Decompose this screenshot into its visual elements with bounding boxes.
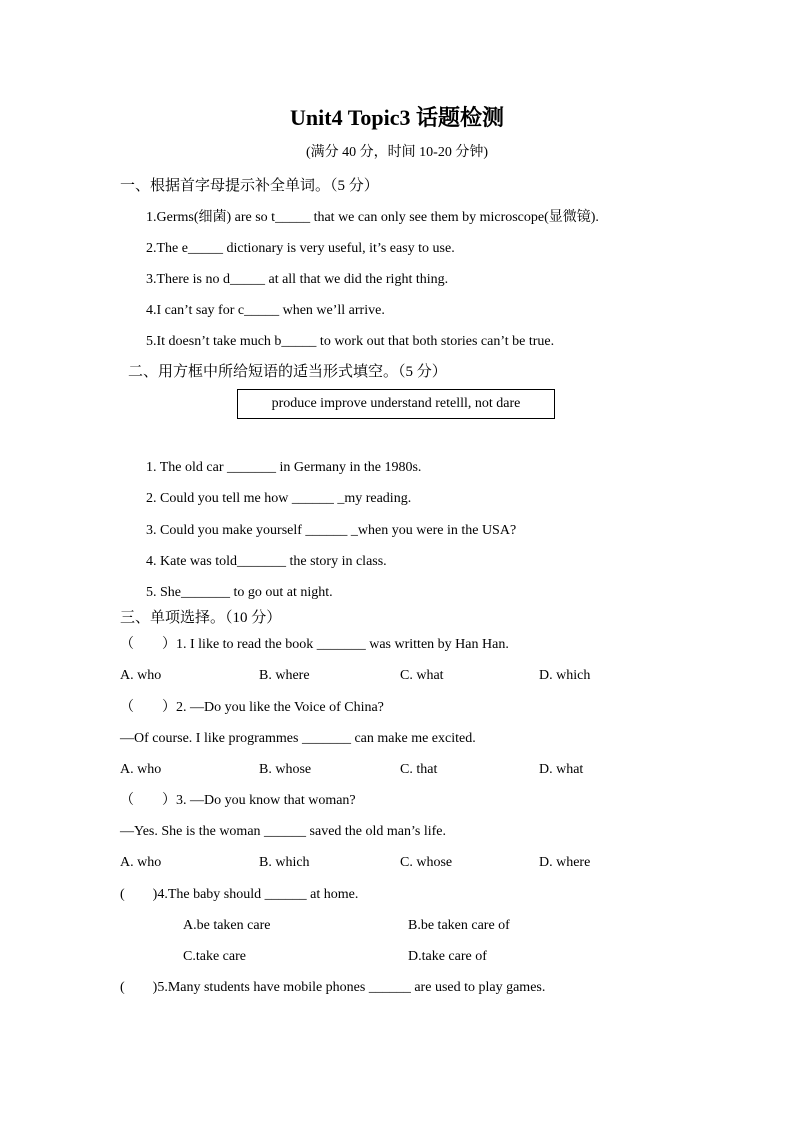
question-3-stem: （ ）3. —Do you know that woman?	[120, 793, 356, 808]
question-2-stem: （ ）2. —Do you like the Voice of China?	[120, 700, 384, 715]
option-c: C. whose	[400, 855, 453, 870]
section1-item: 2.The e_____ dictionary is very useful, it’s easy to use.	[146, 241, 455, 256]
section1-item: 3.There is no d_____ at all that we did the right thing.	[146, 272, 449, 287]
option-d: D. where	[539, 855, 591, 870]
option-d: D.take care of	[408, 949, 487, 964]
section2-item: 2. Could you tell me how ______ _my reading.	[146, 491, 412, 506]
question-1-stem: （ ）1. I like to read the book _______ was written by Han Han.	[120, 637, 509, 652]
section2-item: 5. She_______ to go out at night.	[146, 585, 333, 600]
page-subtitle: (满分 40 分，时间 10-20 分钟)	[306, 145, 488, 160]
section3-heading: 三、单项选择。（10 分）	[120, 610, 282, 626]
page-title: Unit4 Topic3 话题检测	[290, 105, 504, 130]
section2-heading: 二、用方框中所给短语的适当形式填空。（5 分）	[128, 364, 447, 380]
question-4-stem: ( )4.The baby should ______ at home.	[120, 887, 359, 902]
option-b: B. which	[259, 855, 310, 870]
section2-item: 3. Could you make yourself ______ _when you were in the USA?	[146, 523, 517, 538]
option-b: B.be taken care of	[408, 918, 510, 933]
question-3-line2: —Yes. She is the woman ______ saved the old man’s life.	[120, 824, 446, 839]
section1-item: 5.It doesn’t take much b_____ to work out that both stories can’t be true.	[146, 334, 555, 349]
option-d: D. what	[539, 762, 584, 777]
option-a: A. who	[120, 668, 162, 683]
option-b: B. where	[259, 668, 310, 683]
option-c: C. what	[400, 668, 444, 683]
question-5-stem: ( )5.Many students have mobile phones ______ are used to play games.	[120, 980, 546, 995]
option-a: A. who	[120, 855, 162, 870]
option-c: C. that	[400, 762, 438, 777]
option-c: C.take care	[183, 949, 246, 964]
question-2-line2: —Of course. I like programmes _______ can make me excited.	[120, 731, 476, 746]
option-a: A. who	[120, 762, 162, 777]
section1-item: 1.Germs(细菌) are so t_____ that we can only see them by microscope(显微镜).	[146, 210, 599, 225]
word-box: produce improve understand retelll, not dare	[237, 389, 555, 419]
section1-heading: 一、根据首字母提示补全单词。（5 分）	[120, 178, 379, 194]
option-b: B. whose	[259, 762, 312, 777]
section1-item: 4.I can’t say for c_____ when we’ll arrive.	[146, 303, 385, 318]
option-d: D. which	[539, 668, 591, 683]
option-a: A.be taken care	[183, 918, 271, 933]
section2-item: 4. Kate was told_______ the story in class.	[146, 554, 387, 569]
section2-item: 1. The old car _______ in Germany in the 1980s.	[146, 460, 422, 475]
